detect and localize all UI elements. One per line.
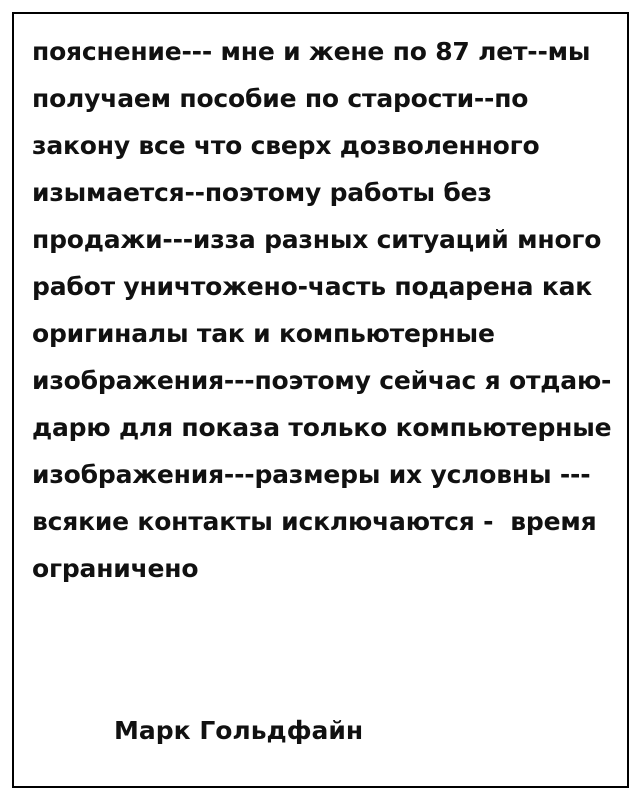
note-text-block [32,28,612,592]
note-line: изображения---размеры их условны --- [32,460,591,489]
note-line: закону все что сверх дозволенного [32,131,540,160]
note-line: продажи---изза разных ситуаций много [32,225,602,254]
note-line: оригиналы так и компьютерные [32,319,495,348]
note-line: всякие контакты исключаются - время [32,507,597,536]
note-line: дарю для показа только компьютерные [32,413,612,442]
note-line: пояснение--- мне и жене по 87 лет--мы [32,37,591,66]
note-line: ограничено [32,554,199,583]
note-line: изымается--поэтому работы без [32,178,492,207]
document-frame [12,12,629,788]
note-line: получаем пособие по старости--по [32,84,529,113]
note-line: работ уничтожено-часть подарена как [32,272,593,301]
signature-block [114,714,574,748]
signature-name: Марк Гольдфайн [114,716,364,745]
note-line: изображения---поэтому сейчас я отдаю- [32,366,612,395]
